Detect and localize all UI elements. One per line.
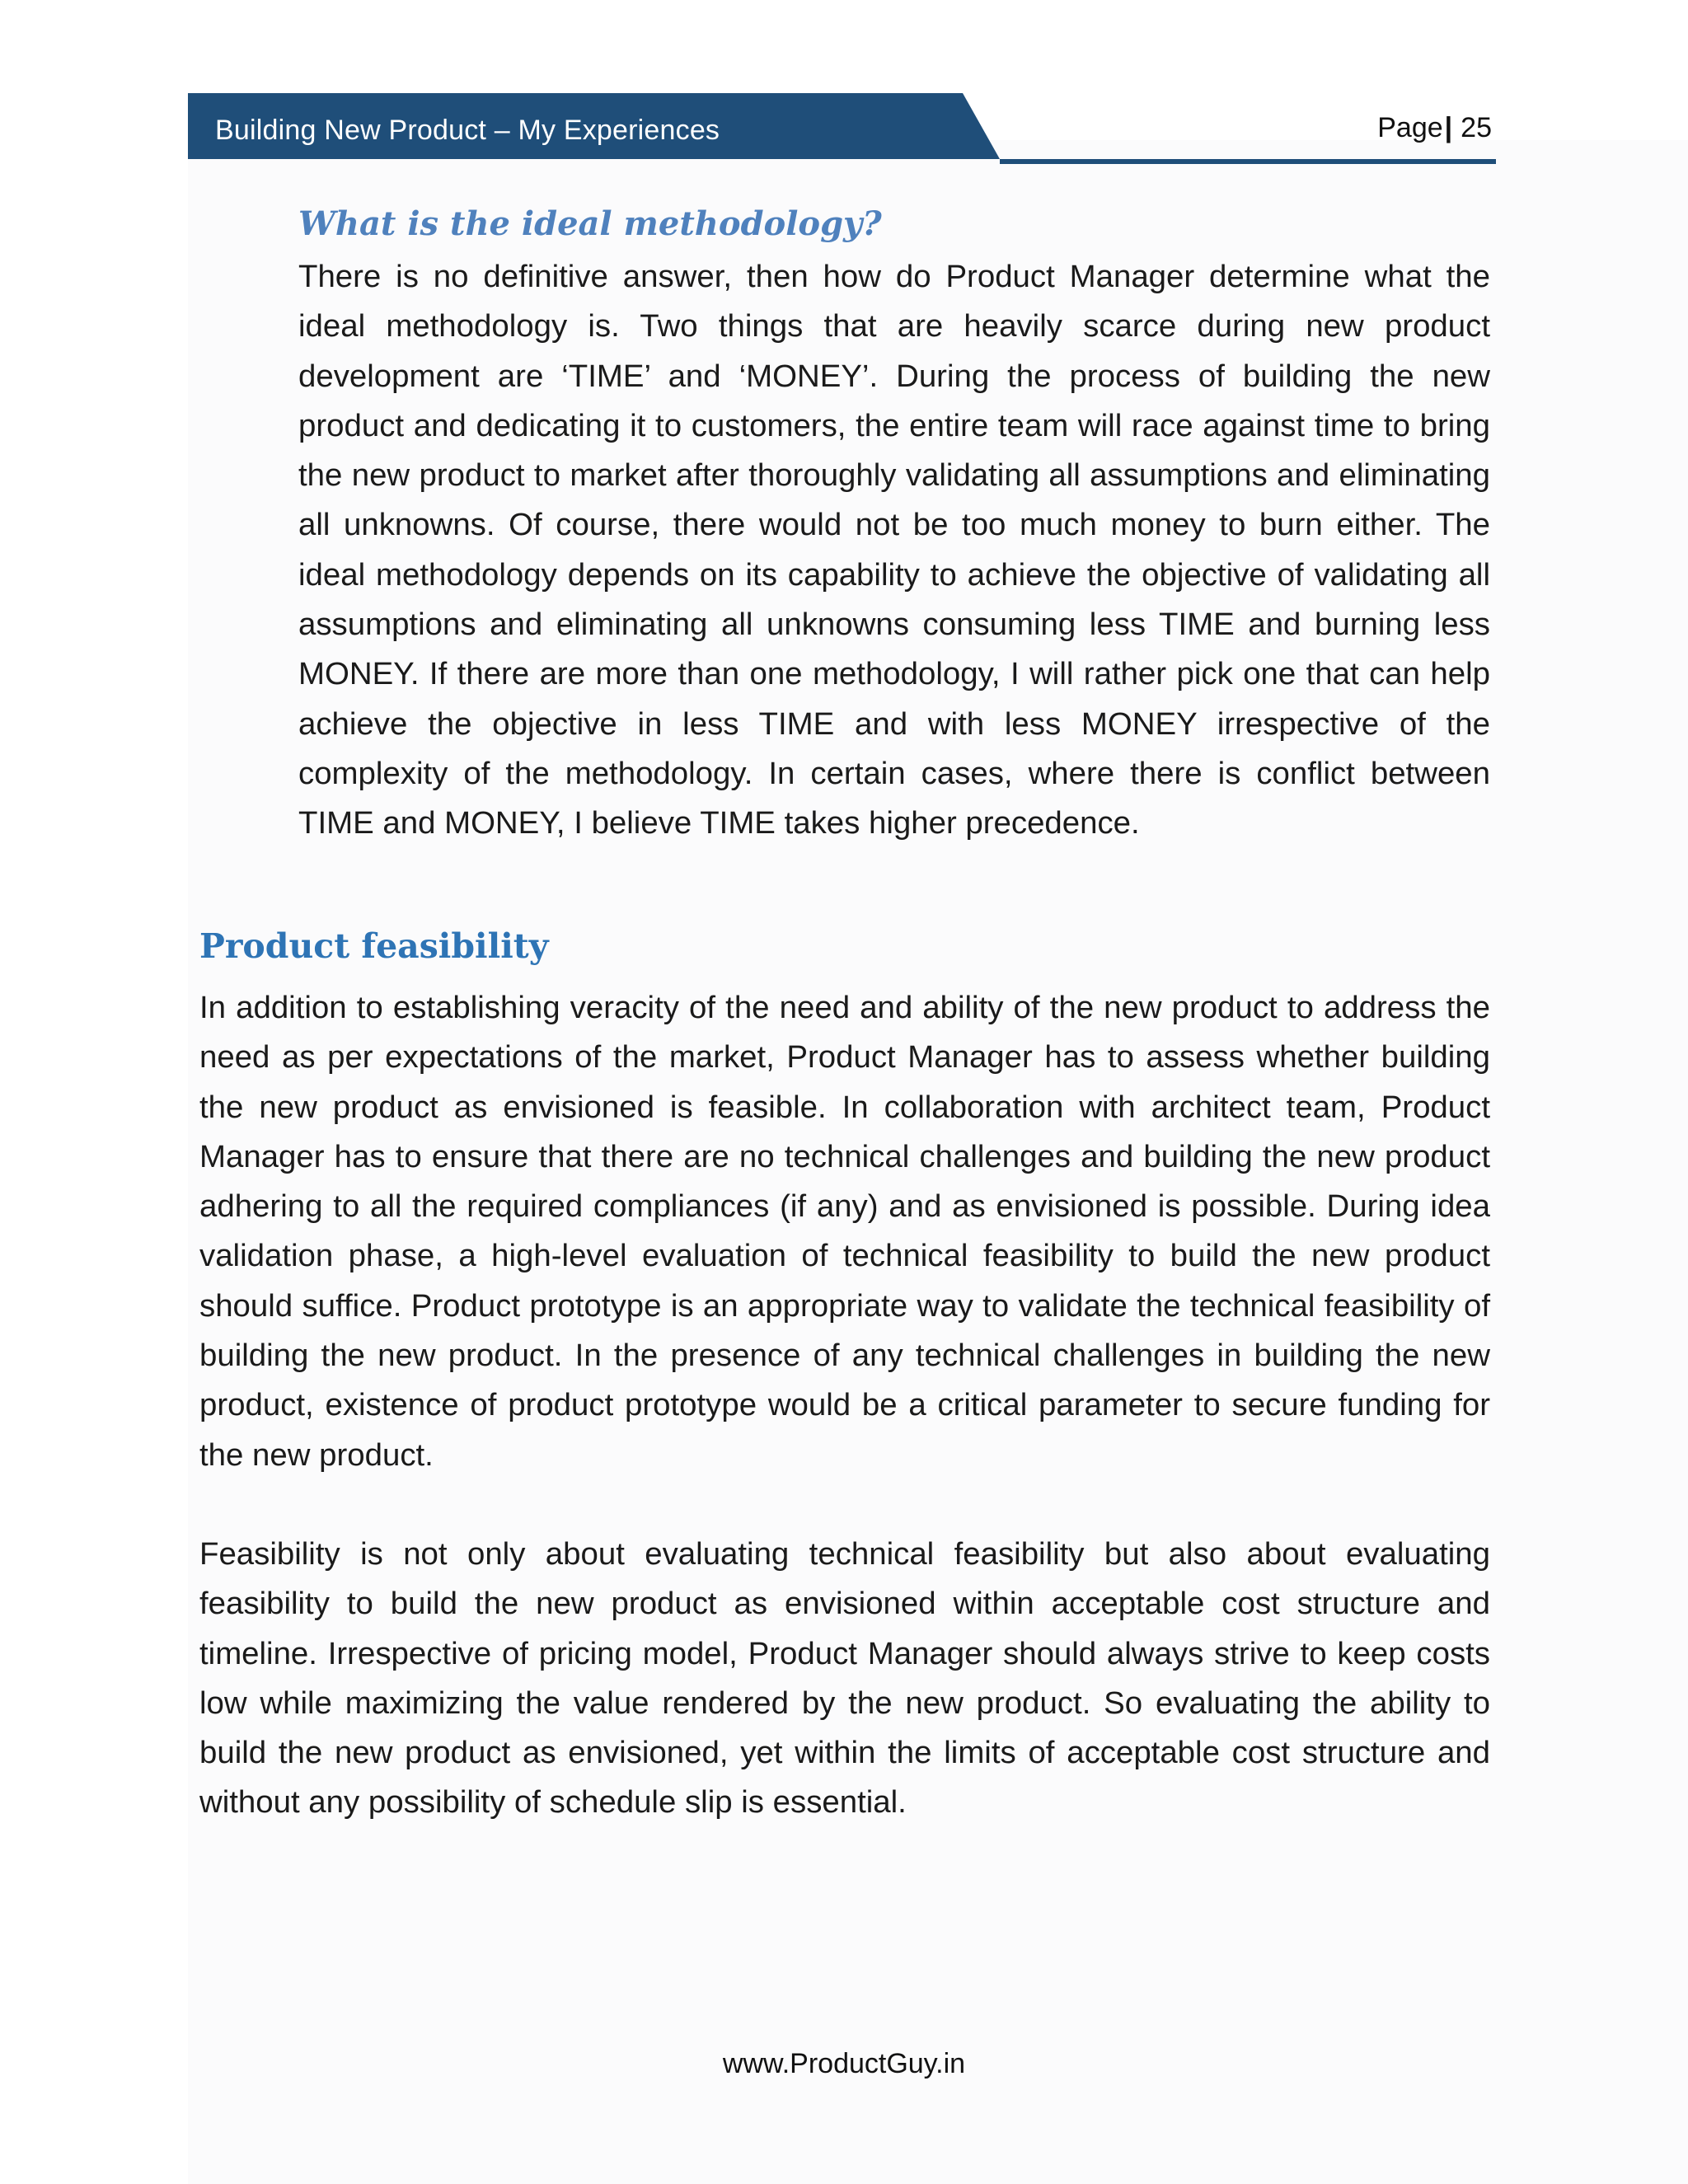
methodology-heading: What is the ideal methodology? bbox=[298, 204, 882, 243]
footer-website: www.ProductGuy.in bbox=[722, 2048, 966, 2079]
header-title: Building New Product – My Experiences bbox=[215, 115, 720, 146]
page-separator: | bbox=[1444, 112, 1453, 143]
feasibility-heading: Product feasibility bbox=[199, 926, 549, 966]
header-underline bbox=[1000, 159, 1496, 164]
page-label: Page bbox=[1377, 112, 1443, 143]
page-header bbox=[188, 93, 1492, 166]
feasibility-paragraph-1: In addition to establishing veracity of the need and ability of the new product to address the need as per expectations of the market, Product Manager has to assess whether building the new product as envisioned is feasible. In collaboration with architect team, Product Manager has to ensure that there are no technical challenges and building the new product adhering to all the required compliances (if any) and as envisioned is possible. During idea validation phase, a high-level evaluation of technical feasibility to build the new product should suffice. Product prototype is an appropriate way to validate the technical feasibility of building the new product. In the presence of any technical challenges in building the new product, existence of product prototype would be a critical parameter to secure funding for the new product. bbox=[199, 990, 1490, 1473]
page-number: 25 bbox=[1461, 112, 1492, 143]
feasibility-paragraph-2: Feasibility is not only about evaluating technical feasibility but also about evaluating feasibility to build the new product as envisioned within acceptable cost structure and timeline. Irrespective of pricing model, Product Manager should always strive to keep costs low while maximizing the value rendered by the new product. So evaluating the ability to build the new product as envisioned, yet within the limits of acceptable cost structure and without any possibility of schedule slip is essential. bbox=[199, 1536, 1490, 1821]
methodology-paragraph: There is no definitive answer, then how do Product Manager determine what the ideal methodology is. Two things that are heavily scarce during new product development are ‘TIME’ and ‘MONEY’. During the process of building the new product and dedicating it to customers, the entire team will race against time to bring the new product to market after thoroughly validating all assumptions and eliminating all unknowns. Of course, there would not be too much money to burn either. The ideal methodology depends on its capability to achieve the objective of validating all assumptions and eliminating all unknowns consuming less TIME and burning less MONEY. If there are more than one methodology, I will rather pick one that can help achieve the objective in less TIME and with less MONEY irrespective of the complexity of the methodology. In certain cases, where there is conflict between TIME and MONEY, I believe TIME takes higher precedence. bbox=[298, 259, 1490, 841]
page-number-label bbox=[1377, 112, 1492, 144]
